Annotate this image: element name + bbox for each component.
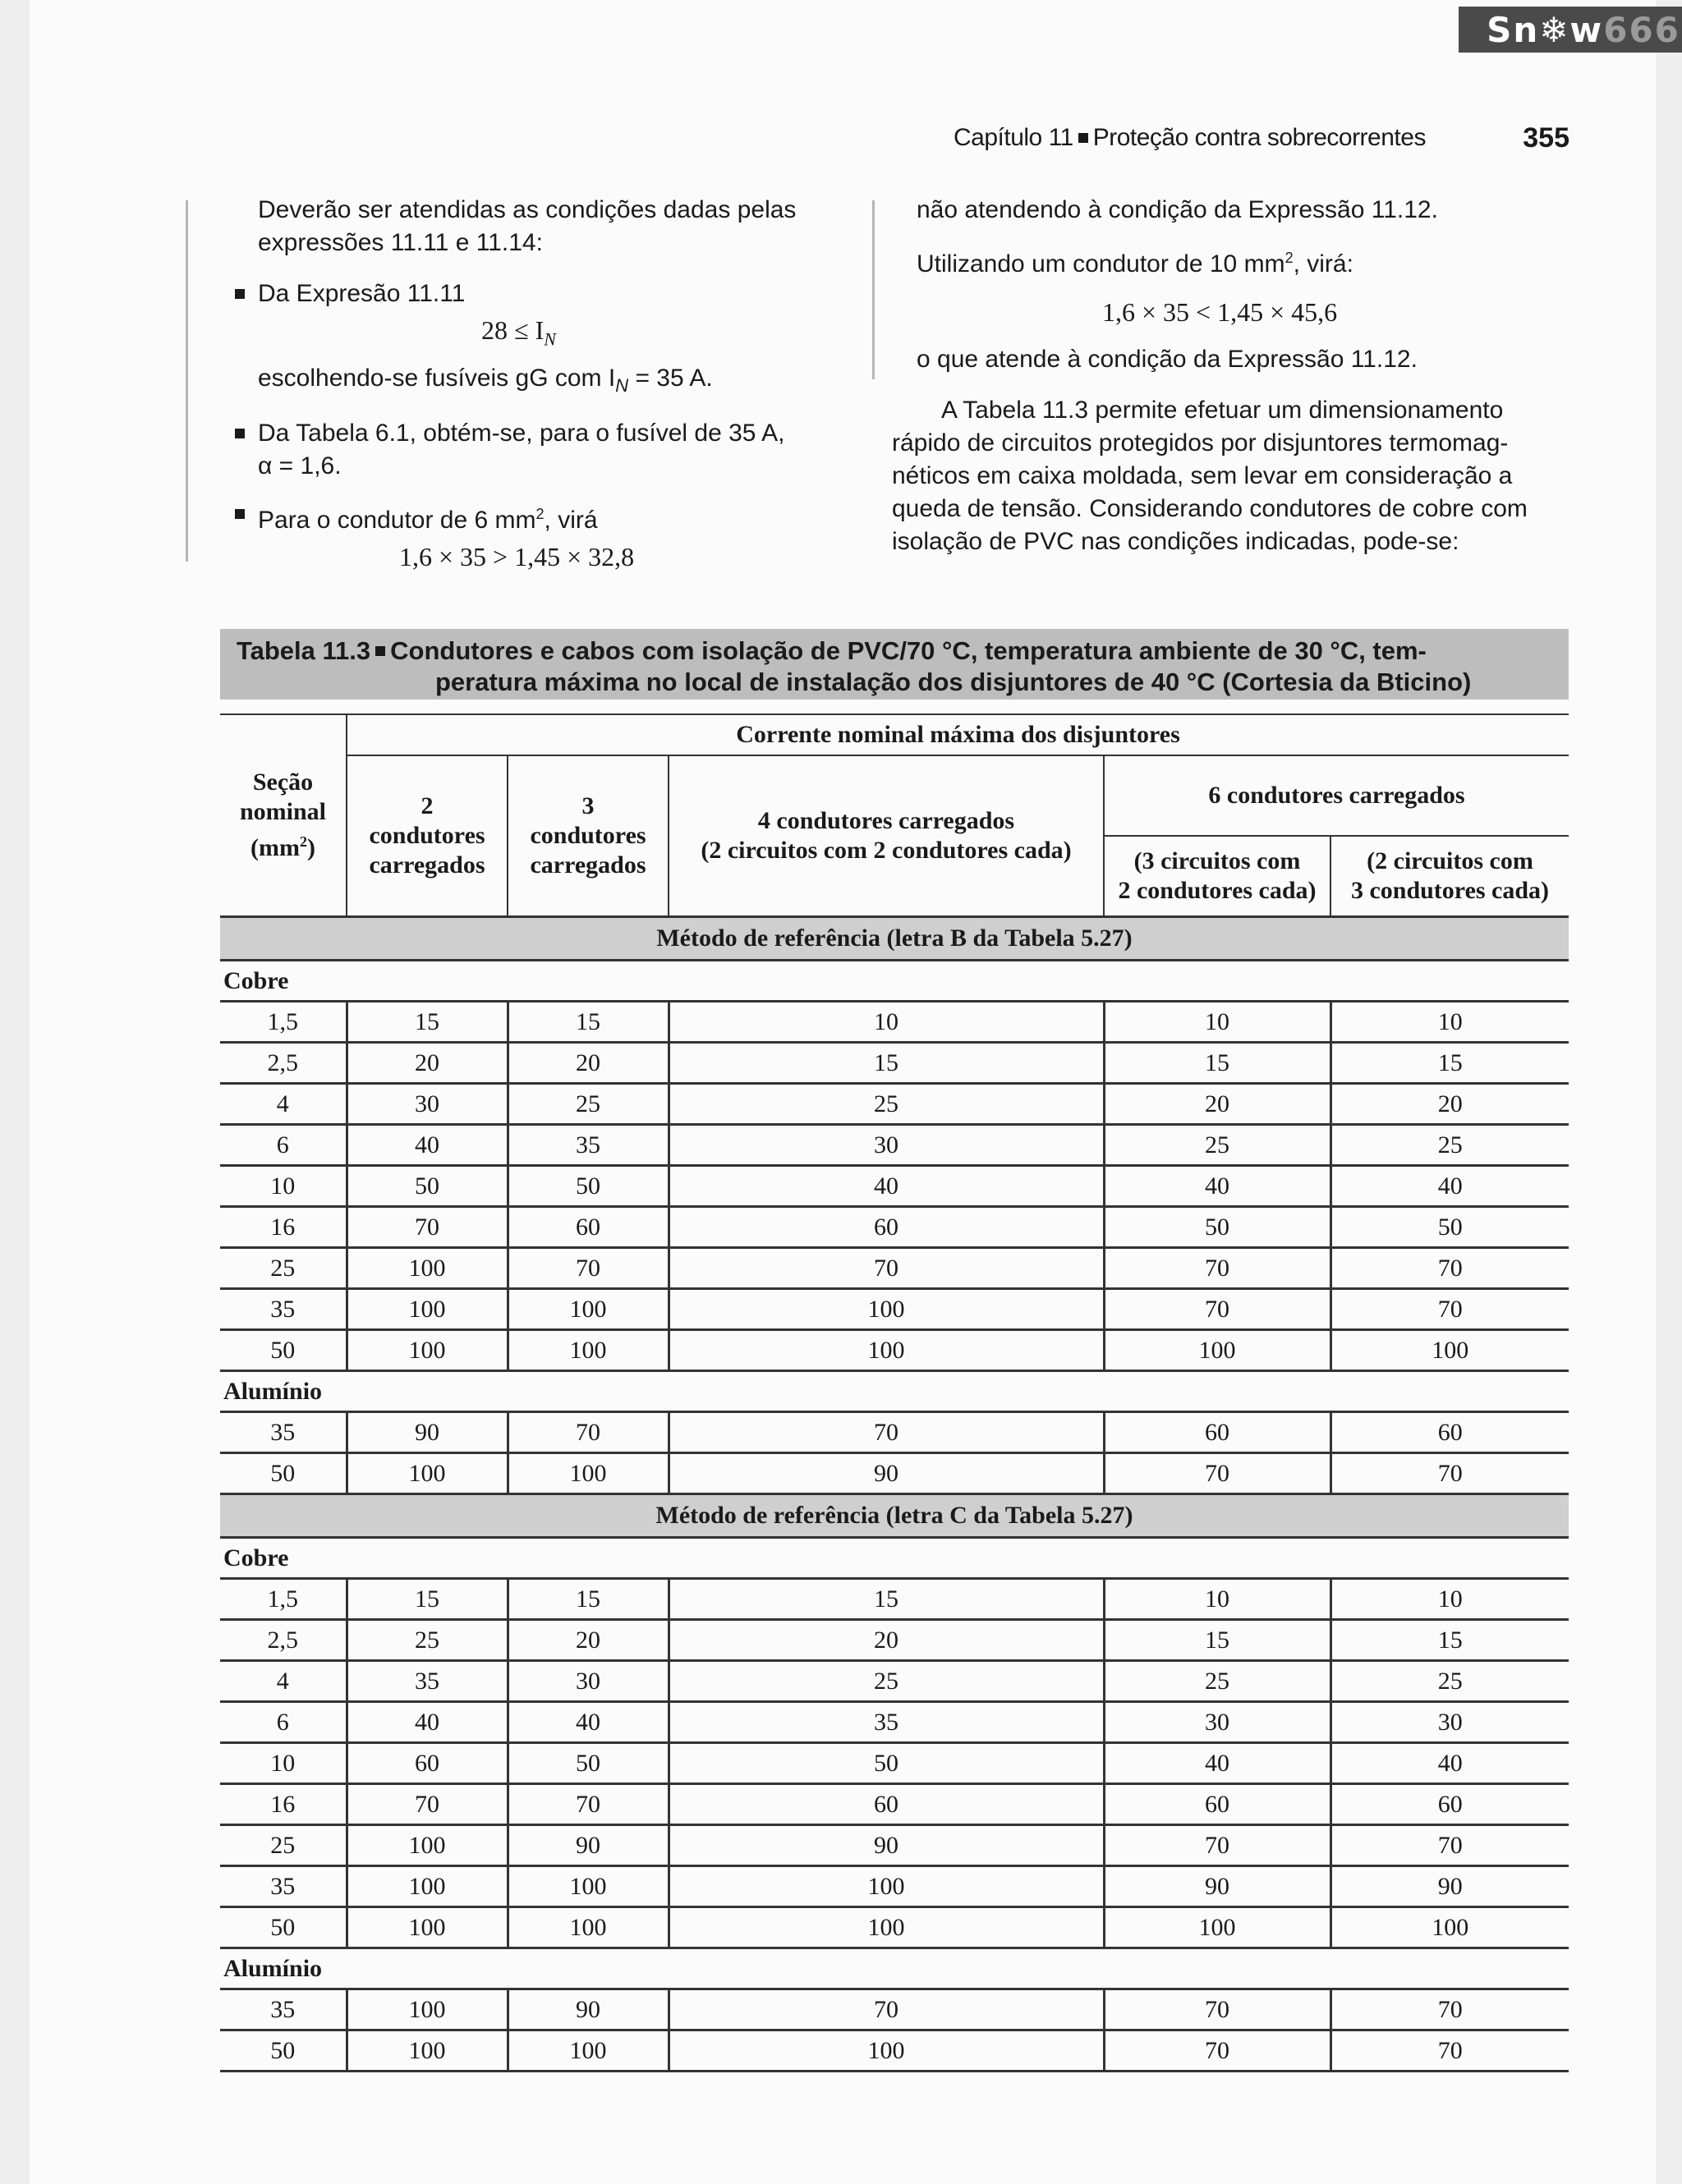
cell-corrente: 30 bbox=[1330, 1702, 1569, 1743]
cell-corrente: 70 bbox=[1104, 2030, 1330, 2072]
cell-corrente: 10 bbox=[1104, 1002, 1330, 1043]
material-label: Cobre bbox=[220, 1538, 1569, 1579]
watermark-number: 666 bbox=[1603, 9, 1680, 50]
cell-corrente: 100 bbox=[669, 1907, 1104, 1948]
cell-corrente: 60 bbox=[669, 1207, 1104, 1248]
cell-corrente: 70 bbox=[1104, 1248, 1330, 1289]
cell-corrente: 30 bbox=[347, 1084, 508, 1125]
watermark-logo bbox=[1459, 7, 1682, 53]
cell-secao: 16 bbox=[220, 1207, 347, 1248]
table-row bbox=[220, 2030, 1569, 2072]
cell-corrente: 60 bbox=[1104, 1784, 1330, 1825]
cell-corrente: 20 bbox=[669, 1620, 1104, 1661]
cell-corrente: 15 bbox=[508, 1002, 669, 1043]
table-caption bbox=[220, 629, 1569, 700]
cell-corrente: 25 bbox=[1330, 1125, 1569, 1166]
cell-secao: 1,5 bbox=[220, 1002, 347, 1043]
header-text: (2 circuitos com 2 condutores cada) bbox=[701, 837, 1072, 864]
paragraph-line: A Tabela 11.3 permite efetuar um dimensionamento bbox=[941, 397, 1504, 424]
cell-corrente: 40 bbox=[347, 1125, 508, 1166]
caption-text: Condutores e cabos com isolação de PVC/70 °C, temperatura ambiente de 30 °C, tem- bbox=[390, 636, 1427, 665]
equation-1-text: 28 ≤ I bbox=[481, 315, 545, 345]
superscript: 2 bbox=[535, 506, 545, 523]
watermark-text: Sn❄w bbox=[1487, 9, 1604, 50]
cell-corrente: 35 bbox=[508, 1125, 669, 1166]
cell-corrente: 60 bbox=[508, 1207, 669, 1248]
cell-corrente: 70 bbox=[508, 1784, 669, 1825]
cell-corrente: 25 bbox=[1104, 1125, 1330, 1166]
table-row bbox=[220, 1166, 1569, 1207]
cell-corrente: 90 bbox=[347, 1412, 508, 1453]
header-6c-2-circuitos bbox=[1330, 836, 1569, 917]
caption-line-2: peratura máxima no local de instalação dos disjuntores de 40 °C (Cortesia da Bticino) bbox=[435, 668, 1472, 696]
cell-secao: 25 bbox=[220, 1248, 347, 1289]
table-row bbox=[220, 1866, 1569, 1907]
header-6-condutores: 6 condutores carregados bbox=[1104, 755, 1569, 836]
cell-corrente: 20 bbox=[347, 1043, 508, 1084]
header-corrente-nominal: Corrente nominal máxima dos disjuntores bbox=[347, 714, 1569, 755]
cell-corrente: 30 bbox=[1104, 1702, 1330, 1743]
table-row bbox=[220, 1702, 1569, 1743]
table-row bbox=[220, 1084, 1569, 1125]
material-label: Alumínio bbox=[220, 1371, 1569, 1412]
left-margin-rule bbox=[186, 200, 188, 562]
header-text: 3 condutores cada) bbox=[1350, 877, 1550, 904]
cell-corrente: 90 bbox=[669, 1825, 1104, 1866]
cell-secao: 25 bbox=[220, 1825, 347, 1866]
cell-corrente: 40 bbox=[347, 1702, 508, 1743]
cell-corrente: 70 bbox=[347, 1207, 508, 1248]
text-line: o que atende à condição da Expressão 11.12. bbox=[917, 346, 1418, 373]
text-end: , virá: bbox=[1293, 250, 1353, 278]
right-column bbox=[892, 194, 1574, 558]
section-title: Proteção contra sobrecorrentes bbox=[1092, 124, 1426, 151]
cell-corrente: 70 bbox=[1104, 1825, 1330, 1866]
table-row bbox=[220, 1002, 1569, 1043]
cell-corrente: 100 bbox=[508, 2030, 669, 2072]
cell-corrente: 15 bbox=[669, 1579, 1104, 1620]
material-label: Cobre bbox=[220, 961, 1569, 1002]
cell-secao: 50 bbox=[220, 1907, 347, 1948]
cell-corrente: 70 bbox=[508, 1412, 669, 1453]
cell-corrente: 100 bbox=[1104, 1907, 1330, 1948]
header-text: condutores bbox=[530, 822, 646, 849]
cell-corrente: 60 bbox=[347, 1743, 508, 1784]
cell-corrente: 15 bbox=[347, 1002, 508, 1043]
table-row bbox=[220, 1825, 1569, 1866]
header-secao-nominal bbox=[220, 714, 347, 917]
material-row bbox=[220, 1371, 1569, 1412]
cell-corrente: 100 bbox=[508, 1453, 669, 1494]
cell-corrente: 50 bbox=[1330, 1207, 1569, 1248]
superscript: 2 bbox=[299, 833, 307, 850]
header-6c-3-circuitos bbox=[1104, 836, 1330, 917]
header-text: condutores bbox=[369, 822, 485, 849]
header-3-condutores bbox=[508, 755, 669, 917]
bullet-text: Da Tabela 6.1, obtém-se, para o fusível de 35 A, bbox=[258, 420, 785, 447]
cell-corrente: 40 bbox=[669, 1166, 1104, 1207]
equation-1 bbox=[235, 314, 875, 356]
bullet-expression bbox=[235, 278, 875, 310]
text-line: não atendendo à condição da Expressão 11.12. bbox=[917, 196, 1438, 223]
cell-corrente: 10 bbox=[1330, 1579, 1569, 1620]
cell-corrente: 15 bbox=[669, 1043, 1104, 1084]
superscript: 2 bbox=[1284, 250, 1294, 266]
table-row bbox=[220, 1330, 1569, 1371]
cell-corrente: 15 bbox=[508, 1579, 669, 1620]
cell-corrente: 70 bbox=[1104, 1989, 1330, 2030]
cell-corrente: 50 bbox=[1104, 1207, 1330, 1248]
text: Utilizando um condutor de 10 mm bbox=[917, 250, 1285, 278]
cell-corrente: 70 bbox=[669, 1989, 1104, 2030]
header-4-condutores bbox=[669, 755, 1104, 917]
paragraph-line: rápido de circuitos protegidos por disjuntores termomag- bbox=[892, 429, 1509, 457]
choose-value: = 35 A. bbox=[628, 365, 713, 392]
cell-secao: 10 bbox=[220, 1166, 347, 1207]
cell-corrente: 90 bbox=[1330, 1866, 1569, 1907]
cell-corrente: 40 bbox=[1104, 1166, 1330, 1207]
right-margin-rule bbox=[872, 200, 875, 379]
cell-corrente: 100 bbox=[347, 1330, 508, 1371]
square-bullet-icon bbox=[235, 289, 245, 299]
cell-corrente: 20 bbox=[1330, 1084, 1569, 1125]
cell-corrente: 100 bbox=[347, 1866, 508, 1907]
choose-subscript: N bbox=[615, 375, 629, 397]
caption-line-1 bbox=[237, 635, 1560, 667]
header-text: nominal bbox=[239, 798, 327, 825]
table-row bbox=[220, 1248, 1569, 1289]
cell-corrente: 100 bbox=[1330, 1907, 1569, 1948]
text-line-conductor-10 bbox=[892, 241, 1574, 281]
cell-corrente: 100 bbox=[508, 1907, 669, 1948]
cell-secao: 1,5 bbox=[220, 1579, 347, 1620]
header-text: Seção bbox=[252, 769, 314, 796]
material-row bbox=[220, 1948, 1569, 1989]
running-head bbox=[954, 120, 1569, 156]
cell-corrente: 70 bbox=[1330, 1989, 1569, 2030]
cell-corrente: 40 bbox=[1104, 1743, 1330, 1784]
cell-corrente: 10 bbox=[1104, 1579, 1330, 1620]
header-text: (mm bbox=[250, 834, 300, 861]
header-text: carregados bbox=[530, 851, 646, 879]
cell-corrente: 25 bbox=[669, 1084, 1104, 1125]
cell-secao: 10 bbox=[220, 1743, 347, 1784]
cell-corrente: 70 bbox=[1330, 1453, 1569, 1494]
paragraph-line: néticos em caixa moldada, sem levar em consideração a bbox=[892, 462, 1513, 489]
cell-corrente: 15 bbox=[1330, 1043, 1569, 1084]
chapter-number: Capítulo 11 bbox=[954, 124, 1073, 151]
square-bullet-icon bbox=[235, 509, 245, 519]
cell-corrente: 50 bbox=[669, 1743, 1104, 1784]
table-row bbox=[220, 1125, 1569, 1166]
cell-corrente: 35 bbox=[669, 1702, 1104, 1743]
header-text: 2 condutores cada) bbox=[1118, 877, 1317, 904]
cell-corrente: 60 bbox=[1104, 1412, 1330, 1453]
table-row bbox=[220, 1907, 1569, 1948]
cell-corrente: 40 bbox=[1330, 1743, 1569, 1784]
cell-corrente: 100 bbox=[508, 1289, 669, 1330]
header-text: carregados bbox=[369, 851, 485, 879]
equation-1-subscript: N bbox=[544, 328, 556, 350]
method-label: Método de referência (letra B da Tabela 5.27) bbox=[220, 917, 1569, 961]
table-row bbox=[220, 1579, 1569, 1620]
left-column bbox=[235, 194, 875, 573]
cell-corrente: 100 bbox=[508, 1330, 669, 1371]
cell-secao: 4 bbox=[220, 1661, 347, 1702]
cell-secao: 35 bbox=[220, 1412, 347, 1453]
cell-corrente: 70 bbox=[1330, 1248, 1569, 1289]
cell-corrente: 30 bbox=[508, 1661, 669, 1702]
equation-3: 1,6 × 35 < 1,45 × 45,6 bbox=[1102, 297, 1338, 327]
equation-2: 1,6 × 35 > 1,45 × 32,8 bbox=[399, 542, 635, 572]
breaker-sizing-table bbox=[220, 713, 1569, 2072]
book-page bbox=[30, 0, 1680, 2184]
cell-corrente: 25 bbox=[347, 1620, 508, 1661]
bullet-table-6-1 bbox=[235, 417, 875, 483]
header-2-condutores bbox=[347, 755, 508, 917]
cell-corrente: 100 bbox=[347, 1907, 508, 1948]
bullet-conductor-6 bbox=[235, 498, 875, 537]
bullet-text: Para o condutor de 6 mm bbox=[258, 507, 536, 535]
cell-corrente: 15 bbox=[1104, 1620, 1330, 1661]
paragraph-line: isolação de PVC nas condições indicadas, pode-se: bbox=[892, 528, 1459, 555]
cell-corrente: 25 bbox=[669, 1661, 1104, 1702]
cell-corrente: 25 bbox=[1104, 1661, 1330, 1702]
square-bullet-icon bbox=[1078, 133, 1088, 143]
method-row bbox=[220, 917, 1569, 961]
cell-corrente: 20 bbox=[508, 1620, 669, 1661]
cell-secao: 2,5 bbox=[220, 1043, 347, 1084]
header-text: 3 bbox=[581, 792, 595, 819]
cell-corrente: 60 bbox=[669, 1784, 1104, 1825]
choose-text: escolhendo-se fusíveis gG com I bbox=[258, 365, 616, 392]
cell-corrente: 40 bbox=[508, 1702, 669, 1743]
table-intro-paragraph bbox=[892, 394, 1574, 558]
cell-corrente: 70 bbox=[1104, 1289, 1330, 1330]
cell-corrente: 15 bbox=[1104, 1043, 1330, 1084]
cell-corrente: 90 bbox=[508, 1825, 669, 1866]
cell-corrente: 90 bbox=[669, 1453, 1104, 1494]
cell-corrente: 10 bbox=[669, 1002, 1104, 1043]
cell-secao: 35 bbox=[220, 1866, 347, 1907]
cell-corrente: 70 bbox=[1104, 1453, 1330, 1494]
cell-secao: 35 bbox=[220, 1289, 347, 1330]
cell-corrente: 20 bbox=[508, 1043, 669, 1084]
cell-corrente: 25 bbox=[1330, 1661, 1569, 1702]
cell-secao: 16 bbox=[220, 1784, 347, 1825]
cell-corrente: 15 bbox=[347, 1579, 508, 1620]
cell-corrente: 70 bbox=[1330, 1289, 1569, 1330]
table-row bbox=[220, 1453, 1569, 1494]
page-number: 355 bbox=[1523, 122, 1569, 154]
cell-secao: 6 bbox=[220, 1702, 347, 1743]
cell-corrente: 70 bbox=[669, 1412, 1104, 1453]
cell-corrente: 40 bbox=[1330, 1166, 1569, 1207]
cell-corrente: 25 bbox=[508, 1084, 669, 1125]
cell-corrente: 35 bbox=[347, 1661, 508, 1702]
table-row bbox=[220, 1989, 1569, 2030]
cell-corrente: 90 bbox=[508, 1989, 669, 2030]
cell-corrente: 100 bbox=[508, 1866, 669, 1907]
cell-corrente: 100 bbox=[347, 1989, 508, 2030]
cell-secao: 50 bbox=[220, 2030, 347, 2072]
header-text: (3 circuitos com bbox=[1133, 847, 1301, 874]
cell-corrente: 100 bbox=[669, 2030, 1104, 2072]
cell-corrente: 100 bbox=[669, 1289, 1104, 1330]
cell-corrente: 70 bbox=[1330, 1825, 1569, 1866]
cell-corrente: 100 bbox=[347, 1248, 508, 1289]
cell-corrente: 10 bbox=[1330, 1002, 1569, 1043]
cell-secao: 2,5 bbox=[220, 1620, 347, 1661]
cell-secao: 6 bbox=[220, 1125, 347, 1166]
cell-corrente: 70 bbox=[669, 1248, 1104, 1289]
paragraph-line: queda de tensão. Considerando condutores de cobre com bbox=[892, 495, 1528, 522]
cell-corrente: 50 bbox=[347, 1166, 508, 1207]
table-row bbox=[220, 1743, 1569, 1784]
cell-corrente: 100 bbox=[669, 1330, 1104, 1371]
material-row bbox=[220, 961, 1569, 1002]
cell-corrente: 100 bbox=[347, 1825, 508, 1866]
cell-corrente: 20 bbox=[1104, 1084, 1330, 1125]
square-bullet-icon bbox=[375, 646, 385, 656]
square-bullet-icon bbox=[235, 429, 245, 438]
method-row bbox=[220, 1494, 1569, 1538]
cell-corrente: 100 bbox=[347, 1453, 508, 1494]
table-row bbox=[220, 1207, 1569, 1248]
choose-fuse-line bbox=[235, 362, 875, 402]
caption-label: Tabela 11.3 bbox=[237, 636, 371, 665]
table-row bbox=[220, 1289, 1569, 1330]
table-body bbox=[220, 917, 1569, 2072]
cell-secao: 50 bbox=[220, 1453, 347, 1494]
header-text: (2 circuitos com bbox=[1367, 847, 1533, 874]
cell-secao: 35 bbox=[220, 1989, 347, 2030]
table-row bbox=[220, 1620, 1569, 1661]
cell-corrente: 100 bbox=[669, 1866, 1104, 1907]
alpha-value: α = 1,6. bbox=[258, 452, 342, 480]
cell-corrente: 70 bbox=[508, 1248, 669, 1289]
cell-corrente: 30 bbox=[669, 1125, 1104, 1166]
table-row bbox=[220, 1661, 1569, 1702]
intro-paragraph: Deverão ser atendidas as condições dadas pelas expressões 11.11 e 11.14: bbox=[258, 196, 797, 256]
cell-corrente: 100 bbox=[347, 1289, 508, 1330]
cell-corrente: 70 bbox=[1330, 2030, 1569, 2072]
cell-corrente: 70 bbox=[347, 1784, 508, 1825]
cell-corrente: 60 bbox=[1330, 1784, 1569, 1825]
material-label: Alumínio bbox=[220, 1948, 1569, 1989]
table-row bbox=[220, 1043, 1569, 1084]
table-row bbox=[220, 1412, 1569, 1453]
bullet-text: Da Expresão 11.11 bbox=[258, 280, 466, 307]
header-text: 2 bbox=[420, 792, 434, 819]
cell-corrente: 100 bbox=[347, 2030, 508, 2072]
chapter-title bbox=[954, 124, 1426, 152]
header-text: ) bbox=[306, 834, 315, 861]
cell-corrente: 100 bbox=[1330, 1330, 1569, 1371]
material-row bbox=[220, 1538, 1569, 1579]
cell-secao: 4 bbox=[220, 1084, 347, 1125]
cell-corrente: 60 bbox=[1330, 1412, 1569, 1453]
header-text: 4 condutores carregados bbox=[757, 807, 1015, 834]
bullet-text-end: , virá bbox=[544, 507, 598, 535]
cell-corrente: 50 bbox=[508, 1166, 669, 1207]
table-row bbox=[220, 1784, 1569, 1825]
cell-corrente: 15 bbox=[1330, 1620, 1569, 1661]
cell-corrente: 90 bbox=[1104, 1866, 1330, 1907]
method-label: Método de referência (letra C da Tabela 5.27) bbox=[220, 1494, 1569, 1538]
cell-corrente: 50 bbox=[508, 1743, 669, 1784]
cell-secao: 50 bbox=[220, 1330, 347, 1371]
cell-corrente: 100 bbox=[1104, 1330, 1330, 1371]
